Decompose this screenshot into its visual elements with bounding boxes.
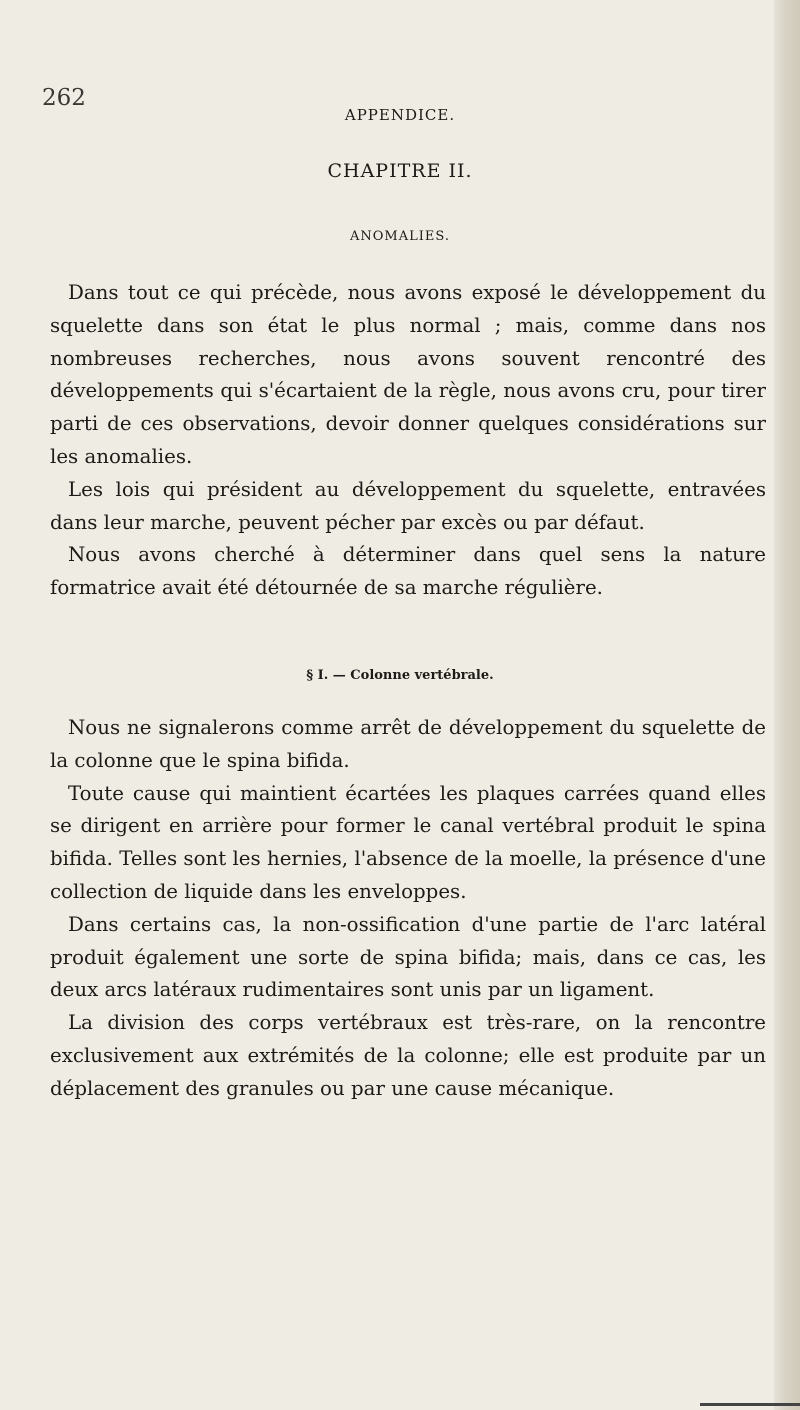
running-head: APPENDICE.: [344, 106, 456, 124]
section-text: [50, 712, 766, 1106]
bottom-rule: [700, 1403, 800, 1406]
paragraph: Dans certains cas, la non-ossification d'une partie de l'arc latéral produit également une sorte de spina bifida; mais, dans ce cas, les deux arcs latéraux rudimentaires sont unis par un ligament.: [50, 912, 766, 1002]
paragraph: Nous ne signalerons comme arrêt de développement du squelette de la colonne que le spina bifida.: [50, 716, 766, 772]
paragraph: Toute cause qui maintient écartées les plaques carrées quand elles se dirigent en arrière pour former le canal vertébral produit le spina bifida. Telles sont les hernies, l'absence de la moelle, la présence d'une collection de liquide dans les enveloppes.: [50, 781, 766, 903]
paragraph: Les lois qui président au développement du squelette, entravées dans leur marche, peuvent pécher par excès ou par défaut.: [50, 477, 766, 534]
chapter-title: CHAPITRE II.: [327, 160, 473, 182]
paragraph: Dans tout ce qui précède, nous avons exposé le développement du squelette dans son état le plus normal ; mais, comme dans nos nombreuses recherches, nous avons souvent rencontré des développements qui s'écartaient de la règle, nous avons cru, pour tirer parti de ces observations, devoir donner quelques considérations sur les anomalies.: [50, 281, 766, 468]
page-edge: [774, 0, 800, 1410]
chapter-subtitle: ANOMALIES.: [350, 229, 450, 244]
intro-text: [50, 277, 766, 605]
paragraph: Nous avons cherché à déterminer dans quel sens la nature formatrice avait été détournée de sa marche régulière.: [50, 543, 766, 600]
page-number: 262: [42, 85, 86, 111]
paragraph: La division des corps vertébraux est très-rare, on la rencontre exclusivement aux extrémités de la colonne; elle est produite par un déplacement des granules ou par une cause mécanique.: [50, 1011, 766, 1100]
section-heading: § I. — Colonne vertébrale.: [306, 668, 494, 683]
